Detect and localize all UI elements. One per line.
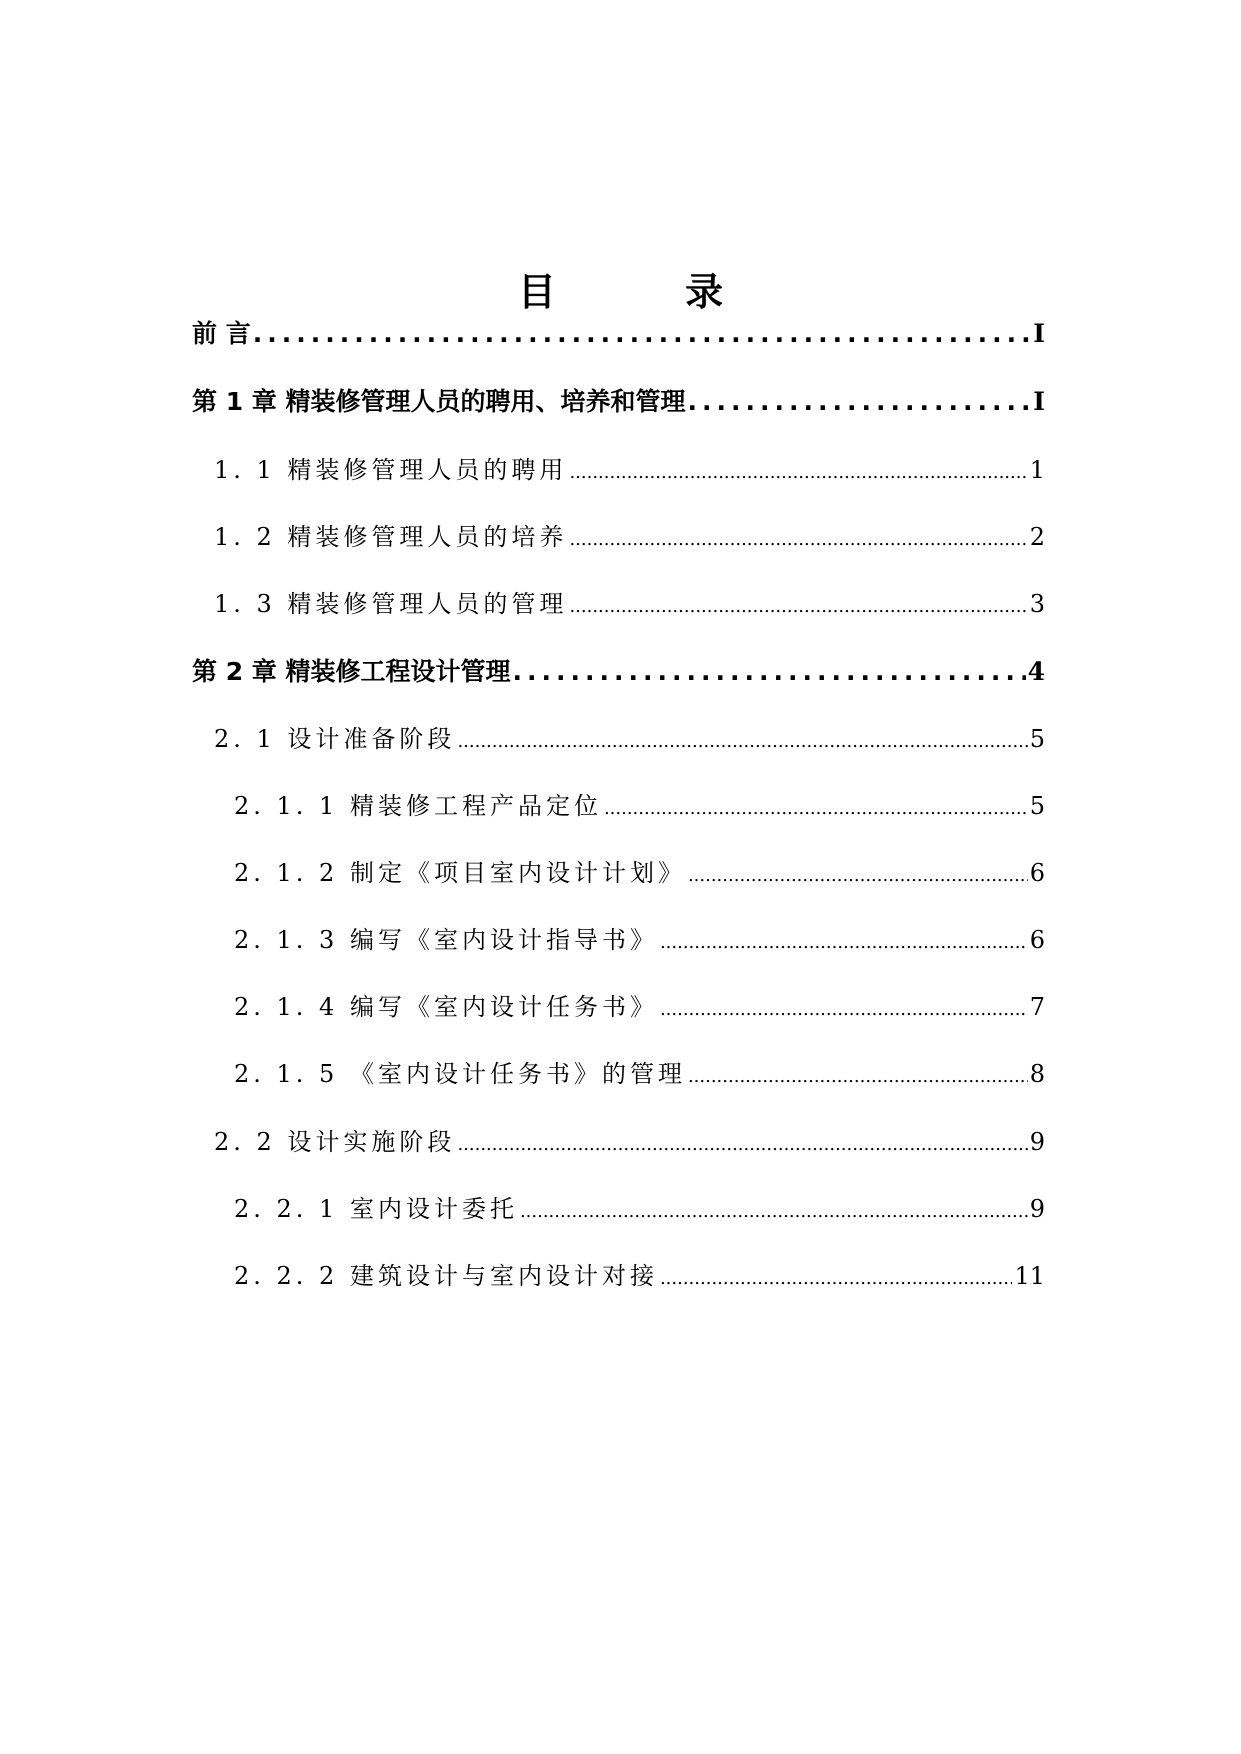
dot-leader [253, 316, 1032, 352]
dot-leader [520, 1194, 1028, 1230]
dot-leader [688, 858, 1028, 894]
toc-entry-2-2-1[interactable] [234, 1191, 1045, 1227]
toc-entry-label: 2. 1. 1 精装修工程产品定位 [234, 792, 602, 820]
dot-leader [569, 522, 1027, 558]
toc-entry-2-1-1[interactable] [234, 788, 1045, 824]
toc-entry-preface[interactable] [192, 316, 1045, 352]
toc-entry-chapter-2[interactable] [192, 654, 1045, 690]
toc-entry-1-3[interactable] [214, 586, 1045, 622]
dot-leader [457, 724, 1027, 760]
toc-entry-label: 1. 1 精装修管理人员的聘用 [214, 456, 568, 484]
toc-entry-label: 2. 1. 5 《室内设计任务书》的管理 [234, 1060, 686, 1088]
toc-entry-page: 3 [1029, 590, 1045, 618]
toc-entry-page: 7 [1029, 993, 1045, 1021]
toc-entry-label: 2. 1. 3 编写《室内设计指导书》 [234, 926, 658, 954]
dot-leader [660, 1261, 1013, 1297]
toc-entry-label: 第 2 章 精装修工程设计管理 [192, 657, 511, 686]
toc-entry-page: 9 [1029, 1195, 1045, 1223]
toc-entry-2-2[interactable] [214, 1124, 1045, 1160]
toc-entry-page: 11 [1014, 1262, 1045, 1290]
toc-entry-2-1-4[interactable] [234, 989, 1045, 1025]
toc-entry-page: 2 [1029, 523, 1045, 551]
toc-entry-1-2[interactable] [214, 519, 1045, 555]
dot-leader [688, 384, 1032, 420]
toc-entry-label: 2. 1. 2 制定《项目室内设计计划》 [234, 859, 686, 887]
dot-leader [688, 1059, 1028, 1095]
toc-entry-label: 2. 2 设计实施阶段 [214, 1128, 456, 1156]
toc-entry-page: 5 [1029, 725, 1045, 753]
dot-leader [604, 791, 1028, 827]
toc-entry-label: 2. 1 设计准备阶段 [214, 725, 456, 753]
toc-entry-label: 第 1 章 精装修管理人员的聘用、培养和管理 [192, 387, 686, 416]
toc-entry-2-1-2[interactable] [234, 855, 1045, 891]
dot-leader [569, 589, 1027, 625]
toc-entry-page: 6 [1029, 926, 1045, 954]
toc-entry-page: 1 [1029, 456, 1045, 484]
toc-entry-label: 前 言 [192, 319, 251, 348]
toc-entry-page: 8 [1029, 1060, 1045, 1088]
toc-entry-page: 5 [1029, 792, 1045, 820]
toc-entry-2-1-5[interactable] [234, 1056, 1045, 1092]
toc-entry-1-1[interactable] [214, 452, 1045, 488]
toc-entry-label: 2. 2. 2 建筑设计与室内设计对接 [234, 1262, 658, 1290]
toc-title: 目 录 [517, 270, 782, 314]
dot-leader [660, 992, 1028, 1028]
toc-entry-label: 2. 2. 1 室内设计委托 [234, 1195, 518, 1223]
dot-leader [513, 654, 1026, 690]
toc-entry-2-2-2[interactable] [234, 1258, 1045, 1294]
toc-entry-2-1-3[interactable] [234, 922, 1045, 958]
dot-leader [457, 1127, 1027, 1163]
dot-leader [569, 455, 1027, 491]
toc-entry-page: I [1033, 387, 1045, 416]
toc-entry-chapter-1[interactable] [192, 384, 1045, 420]
toc-entry-page: 6 [1029, 859, 1045, 887]
toc-entry-label: 1. 3 精装修管理人员的管理 [214, 590, 568, 618]
toc-entry-2-1[interactable] [214, 721, 1045, 757]
toc-entry-label: 1. 2 精装修管理人员的培养 [214, 523, 568, 551]
toc-entry-page: 4 [1027, 657, 1045, 686]
toc-entry-label: 2. 1. 4 编写《室内设计任务书》 [234, 993, 658, 1021]
toc-entry-page: 9 [1029, 1128, 1045, 1156]
dot-leader [660, 925, 1028, 961]
toc-entry-page: I [1033, 319, 1045, 348]
